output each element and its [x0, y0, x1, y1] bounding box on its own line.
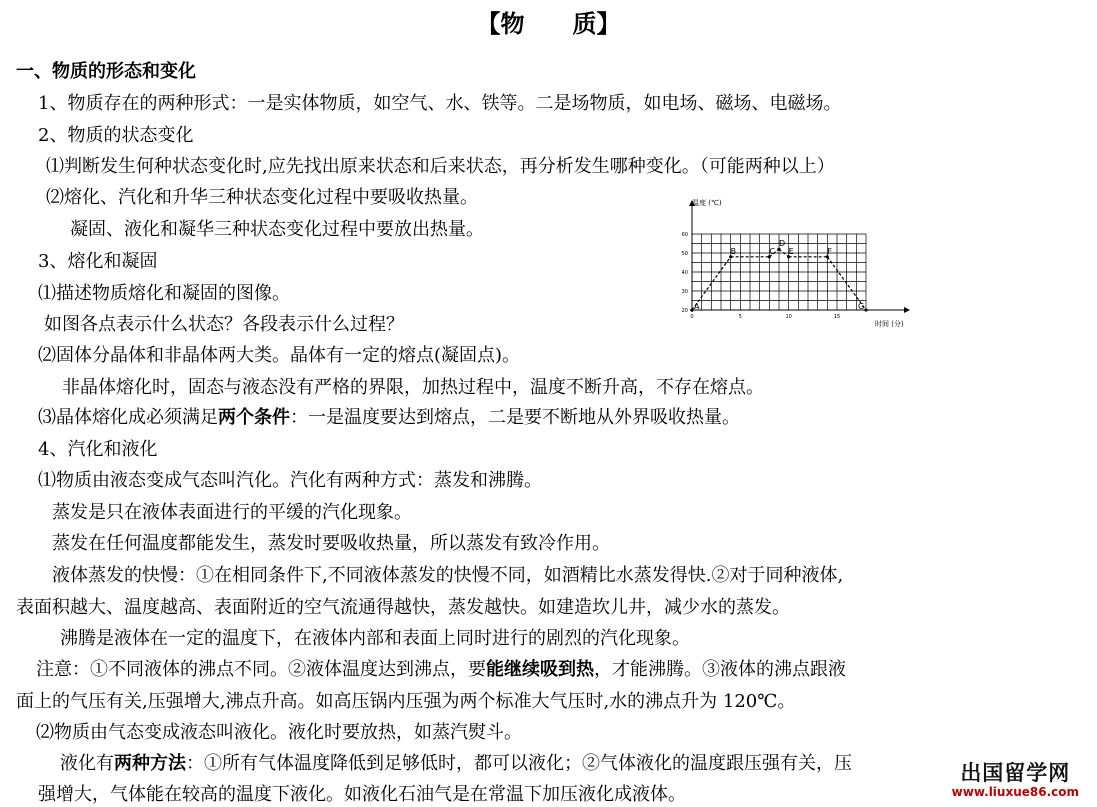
paragraph-line: 液体蒸发的快慢：①在相同条件下,不同液体蒸发的快慢不同，如酒精比水蒸发得快.②对于同种液体,	[52, 565, 844, 586]
paragraph-line: ⑵物质由气态变成液态叫液化。液化时要放热，如蒸汽熨斗。	[36, 722, 522, 743]
y-axis-label: 温度 (℃)	[692, 199, 722, 207]
y-tick-label: 30	[681, 289, 688, 295]
text-run: ：①所有气体温度降低到足够低时，都可以液化；②气体液化的温度跟压强有关，压	[186, 753, 852, 774]
y-tick-label: 50	[681, 251, 688, 257]
paragraph-line	[60, 752, 852, 776]
bold-text: 两种方法	[114, 753, 186, 774]
paragraph-line: ⑴物质由液态变成气态叫汽化。汽化有两种方式：蒸发和沸腾。	[38, 470, 542, 491]
y-tick-label: 40	[681, 270, 688, 276]
paragraph-line: ⑴判断发生何种状态变化时,应先找出原来状态和后来状态，再分析发生哪种变化。（可能两种以上）	[46, 156, 835, 177]
paragraph-line: 1、物质存在的两种形式：一是实体物质，如空气、水、铁等。二是场物质，如电场、磁场、电磁场。	[38, 93, 842, 114]
data-point	[864, 308, 867, 311]
melting-curve-chart	[670, 196, 920, 334]
paragraph-line: 沸腾是液体在一定的温度下，在液体内部和表面上同时进行的剧烈的汽化现象。	[60, 628, 690, 649]
text-run: ⑶晶体熔化成必须满足	[38, 407, 218, 428]
text-run: ：一是温度要达到熔点，二是要不断地从外界吸收热量。	[290, 407, 740, 428]
bold-text: 两个条件	[218, 407, 290, 428]
y-tick-label: 20	[681, 308, 688, 314]
paragraph-line: 表面积越大、温度越高、表面附近的空气流通得越快，蒸发越快。如建造坎儿井，减少水的蒸发。	[16, 597, 790, 618]
watermark	[952, 761, 1079, 799]
point-label: D	[779, 239, 786, 249]
point-label: A	[694, 302, 700, 311]
paragraph-line: 蒸发在任何温度都能发生，蒸发时要吸收热量，所以蒸发有致冷作用。	[52, 533, 610, 554]
paragraph-line: 4、汽化和液化	[38, 439, 158, 460]
point-label: E	[788, 246, 794, 256]
x-axis-arrow	[904, 307, 910, 313]
x-tick-label: 15	[833, 314, 841, 320]
text-run: 注意：①不同液体的沸点不同。②液体温度达到沸点，要	[36, 659, 486, 680]
paragraph-line: 凝固、液化和凝华三种状态变化过程中要放出热量。	[70, 219, 484, 240]
paragraph-line: 2、物质的状态变化	[38, 125, 194, 146]
watermark-url: www.liuxue86.com	[951, 785, 1079, 799]
text-run: ，才能沸腾。③液体的沸点跟液	[594, 659, 846, 680]
paragraph-line: ⑵熔化、汽化和升华三种状态变化过程中要吸收热量。	[46, 187, 478, 208]
x-axis-label: 时间 (分)	[875, 320, 904, 328]
point-label: C	[769, 246, 775, 256]
paragraph-line: 强增大，气体能在较高的温度下液化。如液化石油气是在常温下加压液化成液体。	[38, 784, 686, 805]
paragraph-line	[36, 658, 846, 682]
paragraph-line: 3、熔化和凝固	[38, 251, 158, 272]
x-tick-label: 5	[738, 314, 742, 320]
page-title: 【物 质】	[476, 9, 621, 38]
paragraph-line: 非晶体熔化时，固态与液态没有严格的界限，加热过程中，温度不断升高，不存在熔点。	[62, 377, 764, 398]
bold-text: 能继续吸到热	[486, 659, 594, 680]
x-tick-label: 10	[785, 314, 792, 320]
point-label: G	[858, 302, 865, 311]
paragraph-line: ⑵固体分晶体和非晶体两大类。晶体有一定的熔点(凝固点)。	[38, 345, 521, 366]
section-heading: 一、物质的形态和变化	[16, 61, 196, 82]
x-tick-label: 0	[690, 314, 694, 320]
point-label: B	[730, 246, 737, 256]
paragraph-line: 面上的气压有关,压强增大,沸点升高。如高压锅内压强为两个标准大气压时,水的沸点升为 120℃。	[16, 691, 796, 712]
text-run: 液化有	[60, 753, 114, 774]
watermark-title: 出国留学网	[960, 761, 1071, 785]
paragraph-line	[38, 406, 740, 430]
y-tick-label: 60	[681, 232, 688, 238]
paragraph-line: 蒸发是只在液体表面进行的平缓的汽化现象。	[52, 502, 412, 523]
paragraph-line: ⑴描述物质熔化和凝固的图像。	[38, 283, 290, 304]
chart-ticks	[682, 232, 841, 320]
point-label: F	[827, 246, 832, 256]
paragraph-line: 如图各点表示什么状态？各段表示什么过程？	[44, 314, 404, 335]
